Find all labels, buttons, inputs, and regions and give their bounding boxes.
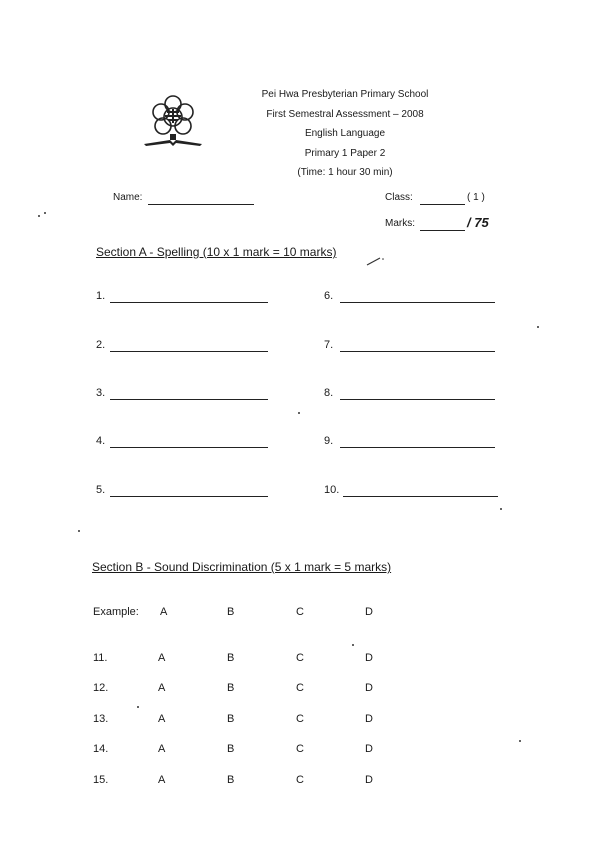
row-label: 11. — [93, 652, 108, 664]
option-b[interactable]: B — [227, 713, 235, 725]
spelling-number: 4. — [96, 435, 106, 447]
spelling-answer-line[interactable] — [110, 399, 268, 400]
option-a[interactable]: A — [158, 713, 166, 725]
scan-speck — [519, 740, 521, 742]
class-value: ( 1 ) — [467, 192, 485, 203]
option-b[interactable]: B — [227, 652, 235, 664]
scan-speck — [78, 530, 80, 532]
spelling-number: 9. — [324, 435, 334, 447]
spelling-number: 3. — [96, 387, 106, 399]
option-a[interactable]: A — [158, 682, 166, 694]
name-label: Name: — [113, 192, 143, 203]
spelling-number: 10. — [324, 484, 340, 496]
paper-title: Primary 1 Paper 2 — [304, 147, 386, 159]
spelling-answer-line[interactable] — [340, 399, 495, 400]
option-c[interactable]: C — [296, 652, 304, 664]
marks-total: / 75 — [467, 215, 489, 230]
school-crest-logo — [140, 92, 204, 154]
school-name: Pei Hwa Presbyterian Primary School — [261, 89, 429, 100]
scan-speck — [38, 215, 40, 217]
spelling-number: 5. — [96, 484, 106, 496]
row-label: 14. — [93, 743, 109, 755]
option-b[interactable]: B — [227, 606, 235, 618]
spelling-answer-line[interactable] — [110, 351, 268, 352]
option-a[interactable]: A — [158, 743, 166, 755]
option-c[interactable]: C — [296, 713, 304, 725]
option-c[interactable]: C — [296, 774, 304, 786]
option-d[interactable]: D — [365, 682, 373, 694]
option-a[interactable]: A — [160, 606, 168, 618]
row-label: Example: — [93, 606, 139, 618]
row-label: 13. — [93, 713, 109, 725]
spelling-answer-line[interactable] — [340, 447, 495, 448]
spelling-number: 1. — [96, 290, 106, 302]
spelling-answer-line[interactable] — [340, 302, 495, 303]
class-label: Class: — [385, 192, 413, 203]
option-d[interactable]: D — [365, 652, 373, 664]
option-a[interactable]: A — [158, 774, 166, 786]
option-b[interactable]: B — [227, 774, 235, 786]
marks-field[interactable] — [420, 230, 465, 231]
spelling-number: 2. — [96, 339, 106, 351]
section-b-title: Section B - Sound Discrimination (5 x 1 mark = 5 marks) — [92, 560, 392, 574]
scan-speck — [500, 508, 502, 510]
option-b[interactable]: B — [227, 682, 235, 694]
scan-speck — [537, 326, 539, 328]
scan-speck — [298, 412, 300, 414]
class-field[interactable] — [420, 204, 465, 205]
spelling-answer-line[interactable] — [343, 496, 498, 497]
spelling-answer-line[interactable] — [110, 496, 268, 497]
option-a[interactable]: A — [158, 652, 166, 664]
time-allowed: (Time: 1 hour 30 min) — [297, 167, 393, 178]
pencil-mark — [366, 256, 386, 266]
option-c[interactable]: C — [296, 743, 304, 755]
spelling-number: 8. — [324, 387, 334, 399]
option-b[interactable]: B — [227, 743, 235, 755]
row-label: 15. — [93, 774, 109, 786]
spelling-answer-line[interactable] — [110, 302, 268, 303]
spelling-answer-line[interactable] — [340, 351, 495, 352]
section-a-title: Section A - Spelling (10 x 1 mark = 10 marks) — [96, 245, 337, 259]
marks-label: Marks: — [385, 218, 415, 229]
header-block — [200, 85, 490, 183]
spelling-number: 6. — [324, 290, 334, 302]
option-d[interactable]: D — [365, 713, 373, 725]
scan-speck — [137, 706, 139, 708]
spelling-number: 7. — [324, 339, 334, 351]
option-d[interactable]: D — [365, 743, 373, 755]
scan-speck — [352, 644, 354, 646]
scan-speck — [44, 212, 46, 214]
option-c[interactable]: C — [296, 606, 304, 618]
option-c[interactable]: C — [296, 682, 304, 694]
spelling-answer-line[interactable] — [110, 447, 268, 448]
assessment-title: First Semestral Assessment – 2008 — [266, 108, 424, 120]
row-label: 12. — [93, 682, 109, 694]
option-d[interactable]: D — [365, 774, 373, 786]
option-d[interactable]: D — [365, 606, 373, 618]
name-field[interactable] — [148, 204, 254, 205]
subject-title: English Language — [304, 128, 386, 139]
